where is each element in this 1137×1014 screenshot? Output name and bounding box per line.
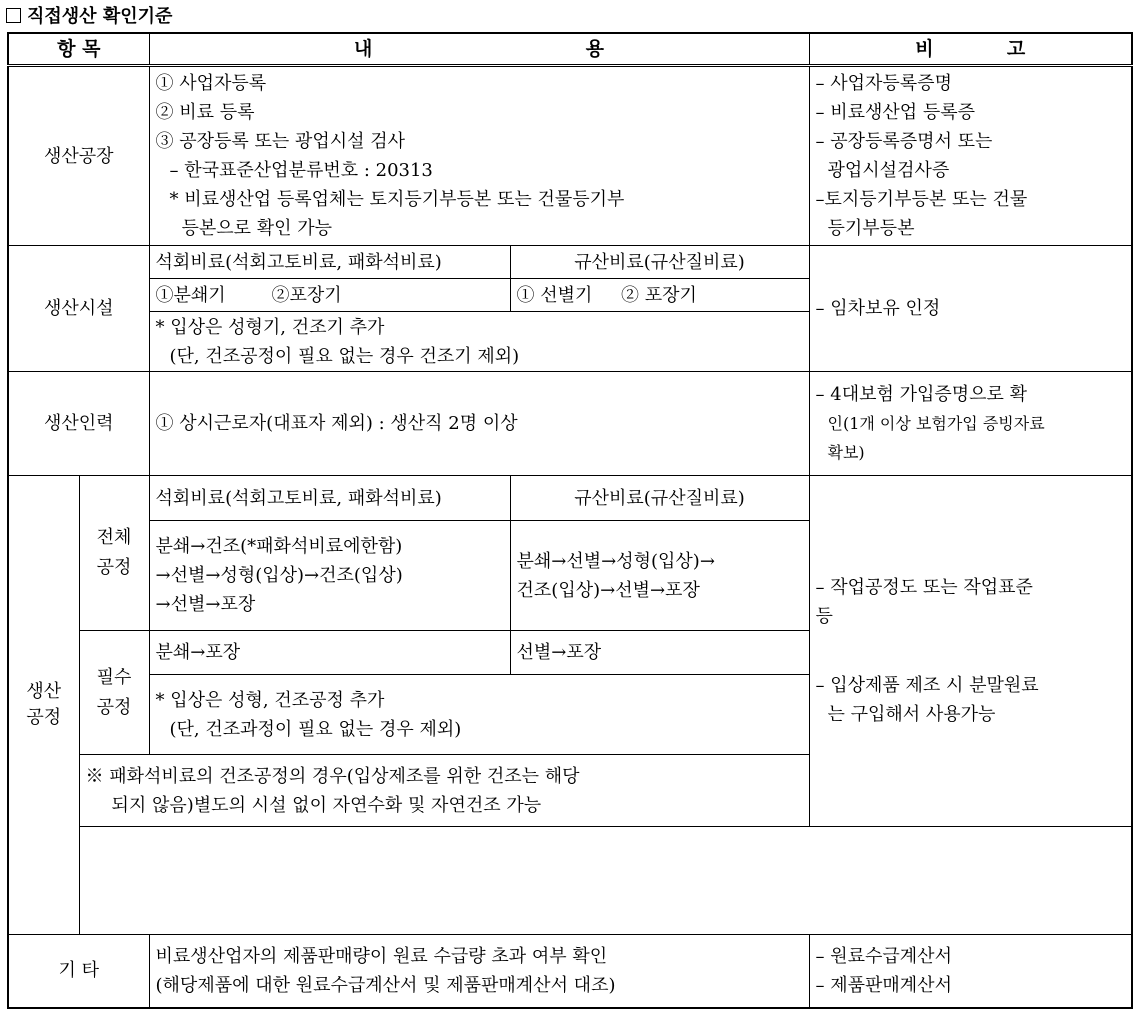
header-content-a: 내 — [354, 38, 373, 60]
staff-note: 확보) — [827, 443, 865, 462]
note-production-factory — [809, 66, 1132, 246]
factory-note: 광업시설검사증 — [827, 160, 950, 181]
label-production-facility: 생산시설 — [8, 246, 149, 372]
whole-label-line: 전체 — [96, 527, 132, 548]
note-other — [809, 934, 1132, 1008]
table-header-row — [8, 33, 1132, 66]
label-whole-process — [79, 476, 149, 631]
label-production-staff: 생산인력 — [8, 372, 149, 476]
essential-col-b: 선별→포장 — [510, 631, 809, 675]
facility-col-b-items: ① 선별기 ② 포장기 — [510, 279, 809, 312]
process-label-line: 생산 — [26, 680, 62, 702]
factory-note: –토지등기부등본 또는 건물 — [815, 189, 1028, 210]
content-other — [149, 934, 809, 1008]
factory-line: ① 사업자등록 — [155, 73, 267, 94]
essential-col-a: 분쇄→포장 — [149, 631, 510, 675]
whole-label-line: 공정 — [96, 557, 132, 578]
essential-label-line: 공정 — [96, 696, 132, 718]
process-note: 등 — [815, 606, 833, 627]
facility-col-a-items: ①분쇄기 ②포장기 — [149, 279, 510, 312]
other-note: – 제품판매계산서 — [815, 974, 952, 996]
factory-note: – 비료생산업 등록증 — [815, 102, 976, 123]
factory-note: 등기부등본 — [827, 218, 915, 239]
essential-footnote-line: * 입상은 성형, 건조공정 추가 — [155, 689, 385, 711]
remark-line: ※ 패화석비료의 건조공정의 경우(입상제조를 위한 건조는 해당 — [85, 765, 580, 787]
process-remark — [79, 755, 809, 827]
header-content — [149, 33, 809, 66]
other-line: 비료생산업자의 제품판매량이 원료 수급량 초과 여부 확인 — [155, 945, 608, 967]
process-label-line: 공정 — [26, 706, 62, 728]
other-line: (해당제품에 대한 원료수급계산서 및 제품판매계산서 대조) — [155, 974, 616, 996]
header-note-a: 비 — [915, 38, 934, 60]
staff-note: 인(1개 이상 보험가입 증빙자료 — [827, 414, 1045, 433]
factory-line: ② 비료 등록 — [155, 102, 255, 123]
whole-col-b-line: 건조(입상)→선별→포장 — [516, 579, 700, 601]
row-production-facility — [8, 246, 1132, 279]
header-note-b: 고 — [1006, 38, 1026, 60]
factory-line: * 비료생산업 등록업체는 토지등기부등본 또는 건물등기부 — [169, 189, 625, 210]
row-production-staff — [8, 372, 1132, 476]
content-production-factory — [149, 66, 809, 246]
whole-col-b-header: 규산비료(규산질비료) — [510, 476, 809, 521]
factory-note: – 사업자등록증명 — [815, 73, 952, 94]
essential-footnote — [149, 675, 809, 755]
essential-footnote-line: (단, 건조과정이 필요 없는 경우 제외) — [169, 718, 462, 740]
process-note-spacer — [816, 631, 1126, 671]
label-other: 기 타 — [8, 934, 149, 1008]
facility-col-a-header: 석회비료(석회고토비료, 패화석비료) — [149, 246, 510, 279]
row-other — [8, 934, 1132, 1008]
header-note — [809, 33, 1132, 66]
factory-note: – 공장등록증명서 또는 — [815, 131, 993, 152]
title-text: 직접생산 확인기준 — [27, 6, 173, 27]
factory-line: 등본으로 확인 가능 — [181, 218, 333, 239]
page-title — [6, 4, 172, 30]
label-production-process — [8, 476, 79, 935]
whole-col-a-header: 석회비료(석회고토비료, 패화석비료) — [149, 476, 510, 521]
process-note: – 입상제품 제조 시 분말원료 — [815, 675, 1039, 696]
remark-line: 되지 않음)별도의 시설 없이 자연수화 및 자연건조 가능 — [111, 794, 542, 816]
criteria-table — [7, 32, 1133, 1009]
row-production-factory — [8, 66, 1132, 246]
label-essential-process — [79, 631, 149, 755]
whole-col-a-line: 분쇄→건조(*패화석비료에한함) — [155, 536, 403, 557]
process-note: – 작업공정도 또는 작업표준 — [815, 577, 1033, 598]
whole-col-b — [510, 521, 809, 631]
factory-line: – 한국표준산업분류번호 : 20313 — [169, 160, 433, 181]
row-process-remark-spacer — [8, 827, 1132, 935]
note-production-staff — [809, 372, 1132, 476]
facility-col-b-header: 규산비료(규산질비료) — [510, 246, 809, 279]
label-production-factory: 생산공장 — [8, 66, 149, 246]
checkbox-square-icon — [6, 8, 21, 23]
other-note: – 원료수급계산서 — [815, 945, 952, 967]
row-process-whole-header — [8, 476, 1132, 521]
factory-line: ③ 공장등록 또는 광업시설 검사 — [155, 131, 406, 152]
note-production-facility: – 임차보유 인정 — [809, 246, 1132, 372]
content-production-staff: ① 상시근로자(대표자 제외) : 생산직 2명 이상 — [149, 372, 809, 476]
facility-footnote-line: * 입상은 성형기, 건조기 추가 — [155, 316, 385, 338]
facility-footnote — [149, 312, 809, 372]
process-note: 는 구입해서 사용가능 — [827, 704, 996, 725]
whole-col-b-line: 분쇄→선별→성형(입상)→ — [516, 550, 715, 572]
whole-col-a-line: →선별→포장 — [155, 594, 256, 615]
header-item: 항 목 — [8, 33, 149, 66]
essential-label-line: 필수 — [96, 666, 132, 688]
facility-footnote-line: (단, 건조공정이 필요 없는 경우 건조기 제외) — [169, 345, 520, 367]
staff-note: – 4대보험 가입증명으로 확 — [815, 384, 1028, 405]
whole-col-a-line: →선별→성형(입상)→건조(입상) — [155, 565, 403, 586]
whole-col-a — [149, 521, 510, 631]
header-content-b: 용 — [585, 38, 604, 60]
note-production-process — [809, 476, 1132, 827]
